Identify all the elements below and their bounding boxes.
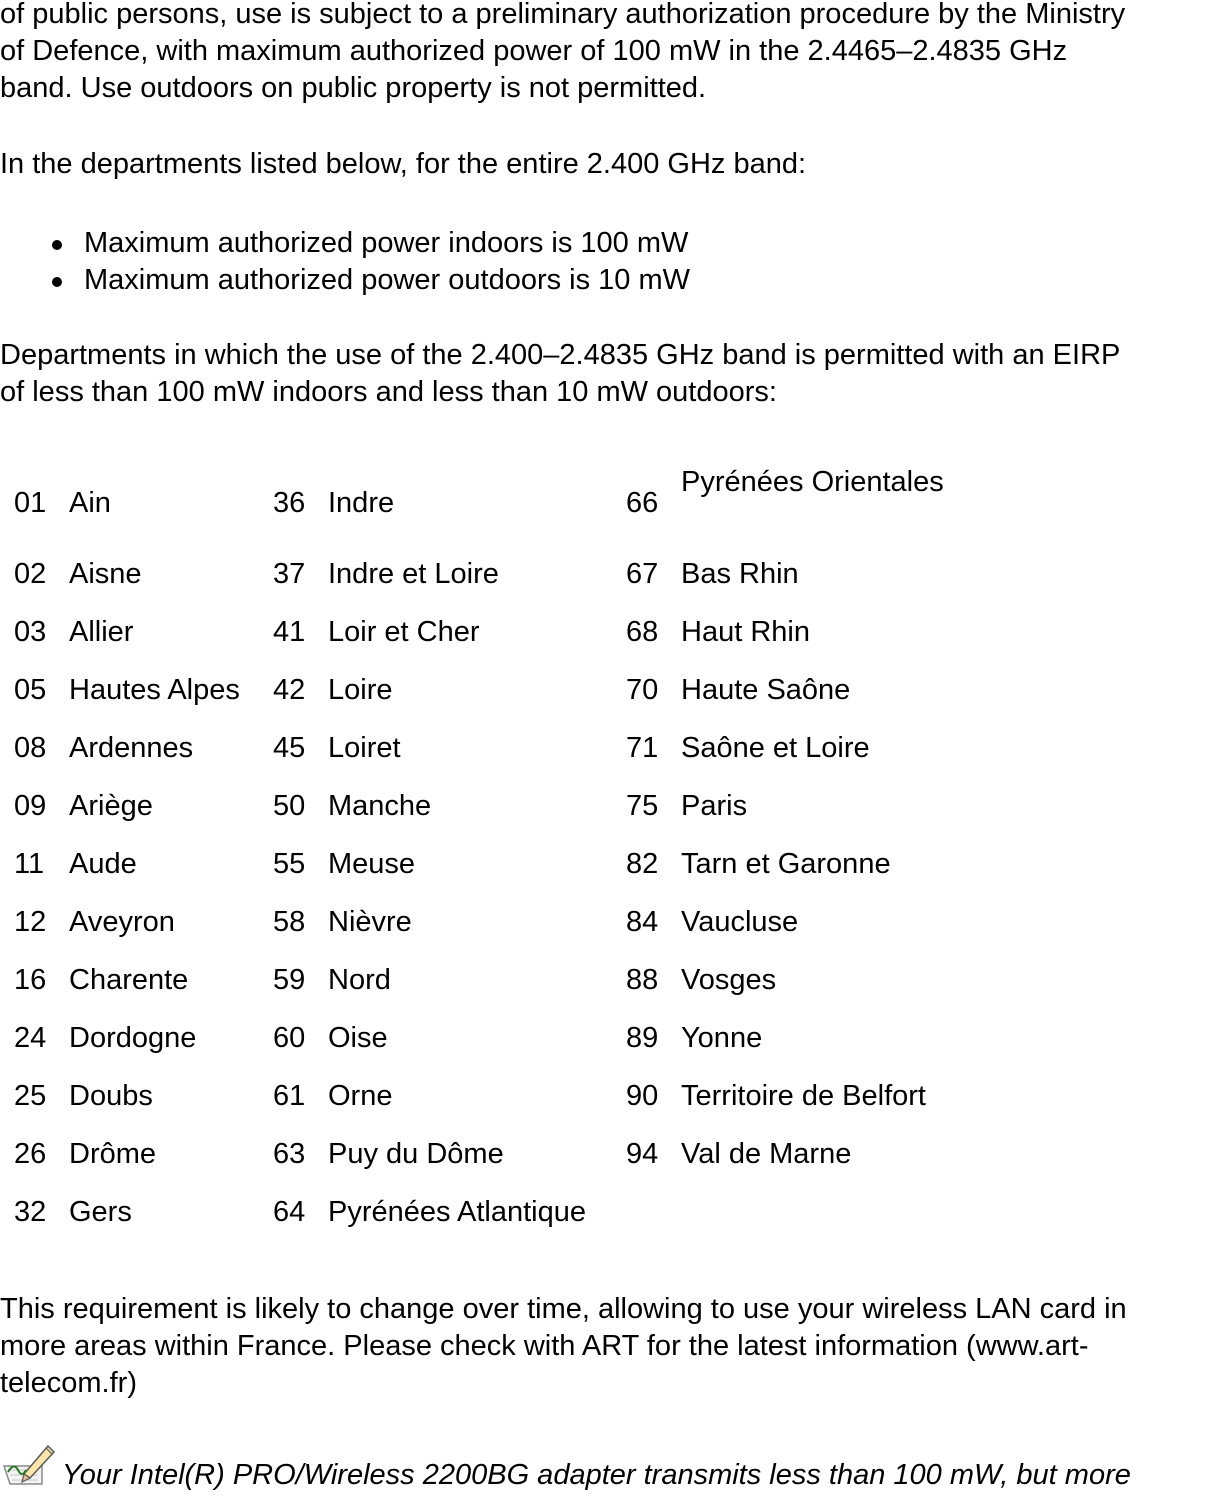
department-number: 84 xyxy=(626,906,659,938)
department-name: Manche xyxy=(328,790,432,822)
note-text: Your Intel(R) PRO/Wireless 2200BG adapter transmits less than 100 mW, but more xyxy=(62,1459,1131,1491)
intro-line: of public persons, use is subject to a preliminary authorization procedure by the Ministry xyxy=(0,0,1126,30)
department-number: 90 xyxy=(626,1080,659,1112)
table-row xyxy=(4,719,991,777)
table-row xyxy=(4,835,991,893)
department-name: Haut Rhin xyxy=(681,616,810,648)
department-name: Aude xyxy=(69,848,137,880)
department-name: Oise xyxy=(328,1022,388,1054)
department-name: Gers xyxy=(69,1196,132,1228)
department-name: Loir et Cher xyxy=(328,616,480,648)
department-name: Nord xyxy=(328,964,391,996)
department-name: Yonne xyxy=(681,1022,763,1054)
department-number: 55 xyxy=(273,848,306,880)
intro-paragraph xyxy=(0,0,1211,107)
department-number: 82 xyxy=(626,848,659,880)
table-row xyxy=(4,1009,991,1067)
department-name: Ariège xyxy=(69,790,153,822)
department-name: Territoire de Belfort xyxy=(681,1080,926,1112)
department-name: Puy du Dôme xyxy=(328,1138,504,1170)
department-number: 11 xyxy=(14,848,45,880)
department-name: Drôme xyxy=(69,1138,157,1170)
department-name: Charente xyxy=(69,964,189,996)
department-number: 42 xyxy=(273,674,306,706)
table-row xyxy=(4,1067,991,1125)
department-name: Ardennes xyxy=(69,732,194,764)
department-name: Vosges xyxy=(681,964,777,996)
department-number: 01 xyxy=(14,487,47,519)
table-row xyxy=(4,661,991,719)
department-name: Bas Rhin xyxy=(681,558,799,590)
department-name: Dordogne xyxy=(69,1022,197,1054)
eirp-line: of less than 100 mW indoors and less than 10 mW outdoors: xyxy=(0,376,777,408)
department-name: Orne xyxy=(328,1080,393,1112)
departments-intro: In the departments listed below, for the entire 2.400 GHz band: xyxy=(0,148,807,180)
department-number: 60 xyxy=(273,1022,306,1054)
bullet-icon xyxy=(52,277,62,287)
department-number: 64 xyxy=(273,1196,306,1228)
table-row xyxy=(4,777,991,835)
department-number: 25 xyxy=(14,1080,47,1112)
department-number: 16 xyxy=(14,964,47,996)
departments-table xyxy=(4,461,991,1241)
table-row xyxy=(4,603,991,661)
department-number: 37 xyxy=(273,558,306,590)
department-name: Haute Saône xyxy=(681,674,851,706)
closing-line: more areas within France. Please check with ART for the latest information (www.art- xyxy=(0,1330,1089,1362)
department-number: 58 xyxy=(273,906,306,938)
department-name: Aisne xyxy=(69,558,142,590)
department-number: 67 xyxy=(626,558,659,590)
department-number: 89 xyxy=(626,1022,659,1054)
department-name: Aveyron xyxy=(69,906,175,938)
department-name xyxy=(671,1183,991,1241)
department-number: 41 xyxy=(273,616,306,648)
department-name: Indre et Loire xyxy=(328,558,499,590)
department-number: 12 xyxy=(14,906,47,938)
closing-paragraph xyxy=(0,1291,1211,1402)
department-number: 66 xyxy=(626,487,659,519)
intro-line: band. Use outdoors on public property is not permitted. xyxy=(0,72,707,104)
department-name: Ain xyxy=(69,487,111,519)
department-number: 45 xyxy=(273,732,306,764)
department-number: 02 xyxy=(14,558,47,590)
department-name: Pyrénées Atlantique xyxy=(328,1196,586,1228)
department-number: 94 xyxy=(626,1138,659,1170)
department-number: 50 xyxy=(273,790,306,822)
department-number: 75 xyxy=(626,790,659,822)
table-row xyxy=(4,1183,991,1241)
department-number: 03 xyxy=(14,616,47,648)
department-number: 88 xyxy=(626,964,659,996)
table-row xyxy=(4,951,991,1009)
closing-line: This requirement is likely to change over time, allowing to use your wireless LAN card in xyxy=(0,1293,1127,1325)
department-number: 24 xyxy=(14,1022,47,1054)
department-number: 05 xyxy=(14,674,47,706)
department-name: Tarn et Garonne xyxy=(681,848,891,880)
department-name: Vaucluse xyxy=(681,906,799,938)
department-name: Loiret xyxy=(328,732,401,764)
department-number: 63 xyxy=(273,1138,306,1170)
department-number: 70 xyxy=(626,674,659,706)
department-name: Nièvre xyxy=(328,906,412,938)
department-number: 36 xyxy=(273,487,306,519)
intro-line: of Defence, with maximum authorized power of 100 mW in the 2.4465–2.4835 GHz xyxy=(0,35,1068,67)
department-name: Loire xyxy=(328,674,393,706)
department-number xyxy=(616,1183,671,1241)
department-number: 08 xyxy=(14,732,47,764)
department-number: 32 xyxy=(14,1196,47,1228)
department-number: 61 xyxy=(273,1080,306,1112)
department-number: 09 xyxy=(14,790,47,822)
department-name: Val de Marne xyxy=(681,1138,852,1170)
department-name: Indre xyxy=(328,487,395,519)
table-row xyxy=(4,1125,991,1183)
department-number: 26 xyxy=(14,1138,47,1170)
table-row xyxy=(4,461,991,545)
note-pencil-icon xyxy=(2,1440,58,1488)
department-name: Saône et Loire xyxy=(681,732,870,764)
department-number: 59 xyxy=(273,964,306,996)
table-row xyxy=(4,545,991,603)
eirp-line: Departments in which the use of the 2.400–2.4835 GHz band is permitted with an EIRP xyxy=(0,339,1121,371)
closing-line: telecom.fr) xyxy=(0,1367,137,1399)
department-name: Allier xyxy=(69,616,134,648)
department-name: Paris xyxy=(681,790,748,822)
department-number: 71 xyxy=(626,732,659,764)
department-name: Pyrénées Orientales xyxy=(681,466,944,498)
department-name: Hautes Alpes xyxy=(69,674,240,706)
table-row xyxy=(4,893,991,951)
department-number: 68 xyxy=(626,616,659,648)
department-name: Meuse xyxy=(328,848,416,880)
eirp-paragraph xyxy=(0,337,1211,411)
department-name: Doubs xyxy=(69,1080,153,1112)
bullet-icon xyxy=(52,240,62,250)
